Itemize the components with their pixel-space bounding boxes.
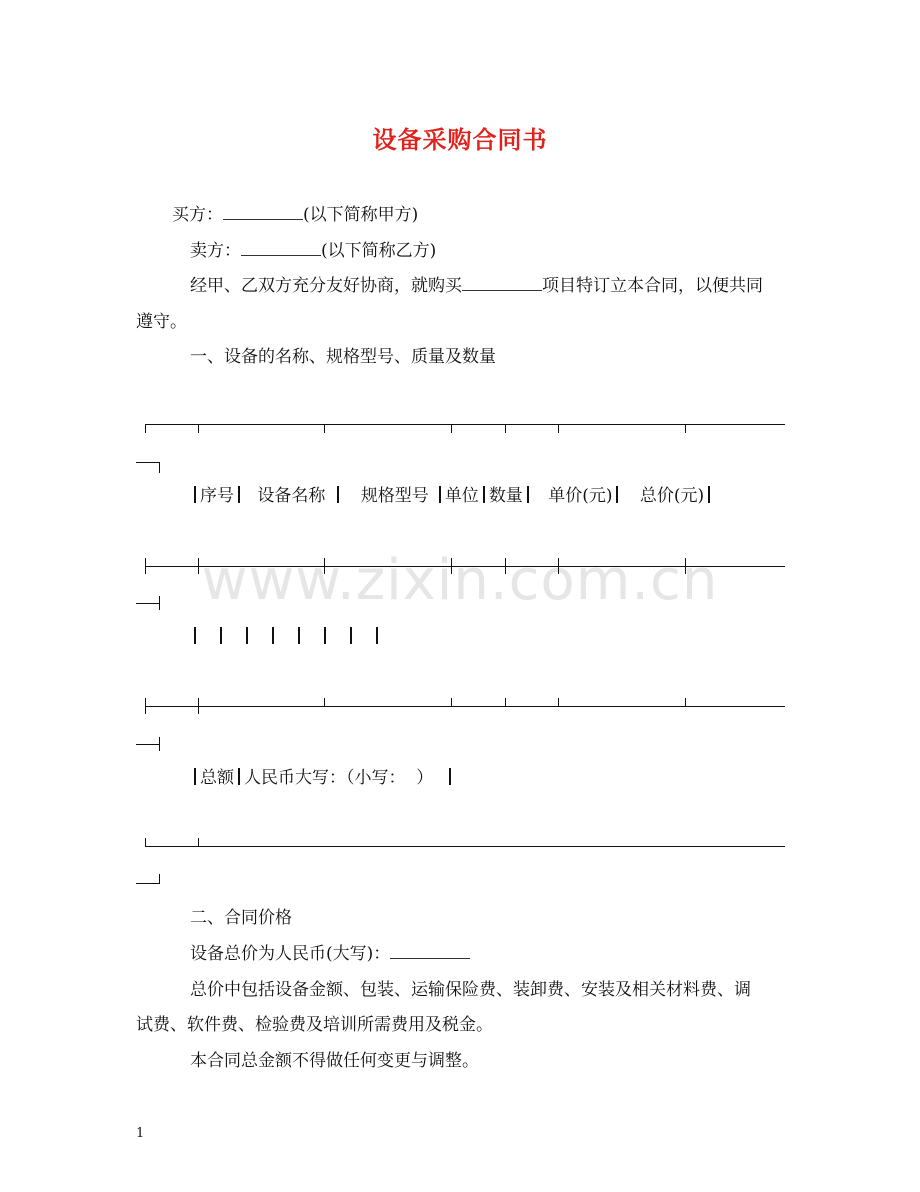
total-label: 总额 bbox=[200, 768, 234, 788]
col-header-total-price: 总价(元) bbox=[639, 486, 705, 506]
col-header-qty: 数量 bbox=[488, 486, 523, 506]
no-change-clause: 本合同总金额不得做任何变更与调整。 bbox=[190, 1051, 479, 1071]
table-header-row bbox=[190, 485, 714, 507]
col-header-unit-price: 单价(元) bbox=[548, 486, 613, 506]
price-detail-line-1: 总价中包括设备金额、包装、运输保险费、装卸费、安装及相关材料费、调 bbox=[190, 980, 751, 1000]
page-number: 1 bbox=[136, 1126, 145, 1141]
document-title: 设备采购合同书 bbox=[372, 125, 548, 154]
price-detail-line-2: 试费、软件费、检验费及培训所需费用及税金。 bbox=[136, 1015, 493, 1035]
buyer-label: 买方： bbox=[172, 205, 223, 225]
seller-note: (以下简称乙方) bbox=[321, 241, 437, 261]
price-blank[interactable] bbox=[390, 944, 470, 959]
col-header-unit: 单位 bbox=[444, 486, 479, 506]
buyer-note: (以下简称甲方) bbox=[303, 205, 419, 225]
total-text: 人民币大写：（小写： ） bbox=[244, 768, 434, 788]
price-label: 设备总价为人民币(大写)： bbox=[190, 944, 391, 964]
intro-blank[interactable] bbox=[462, 276, 542, 291]
col-header-index: 序号 bbox=[200, 486, 234, 506]
watermark: www.zixin.com.cn bbox=[201, 548, 719, 613]
buyer-line bbox=[172, 204, 418, 226]
price-line bbox=[190, 943, 470, 965]
buyer-blank[interactable] bbox=[223, 205, 303, 220]
intro-line-2: 遵守。 bbox=[136, 312, 187, 332]
table-total-row bbox=[190, 767, 455, 789]
section-1-heading: 一、设备的名称、规格型号、质量及数量 bbox=[190, 347, 496, 367]
seller-line bbox=[190, 240, 436, 262]
section-2-heading: 二、合同价格 bbox=[190, 908, 292, 928]
table-data-row bbox=[190, 626, 382, 648]
intro-after: 项目特订立本合同，以便共同 bbox=[542, 276, 763, 296]
col-header-model: 规格型号 bbox=[360, 486, 429, 506]
seller-blank[interactable] bbox=[241, 241, 321, 256]
col-header-name: 设备名称 bbox=[257, 486, 326, 506]
intro-before: 经甲、乙双方充分友好协商，就购买 bbox=[190, 276, 462, 296]
seller-label: 卖方： bbox=[190, 241, 241, 261]
intro-line-1 bbox=[190, 275, 763, 297]
